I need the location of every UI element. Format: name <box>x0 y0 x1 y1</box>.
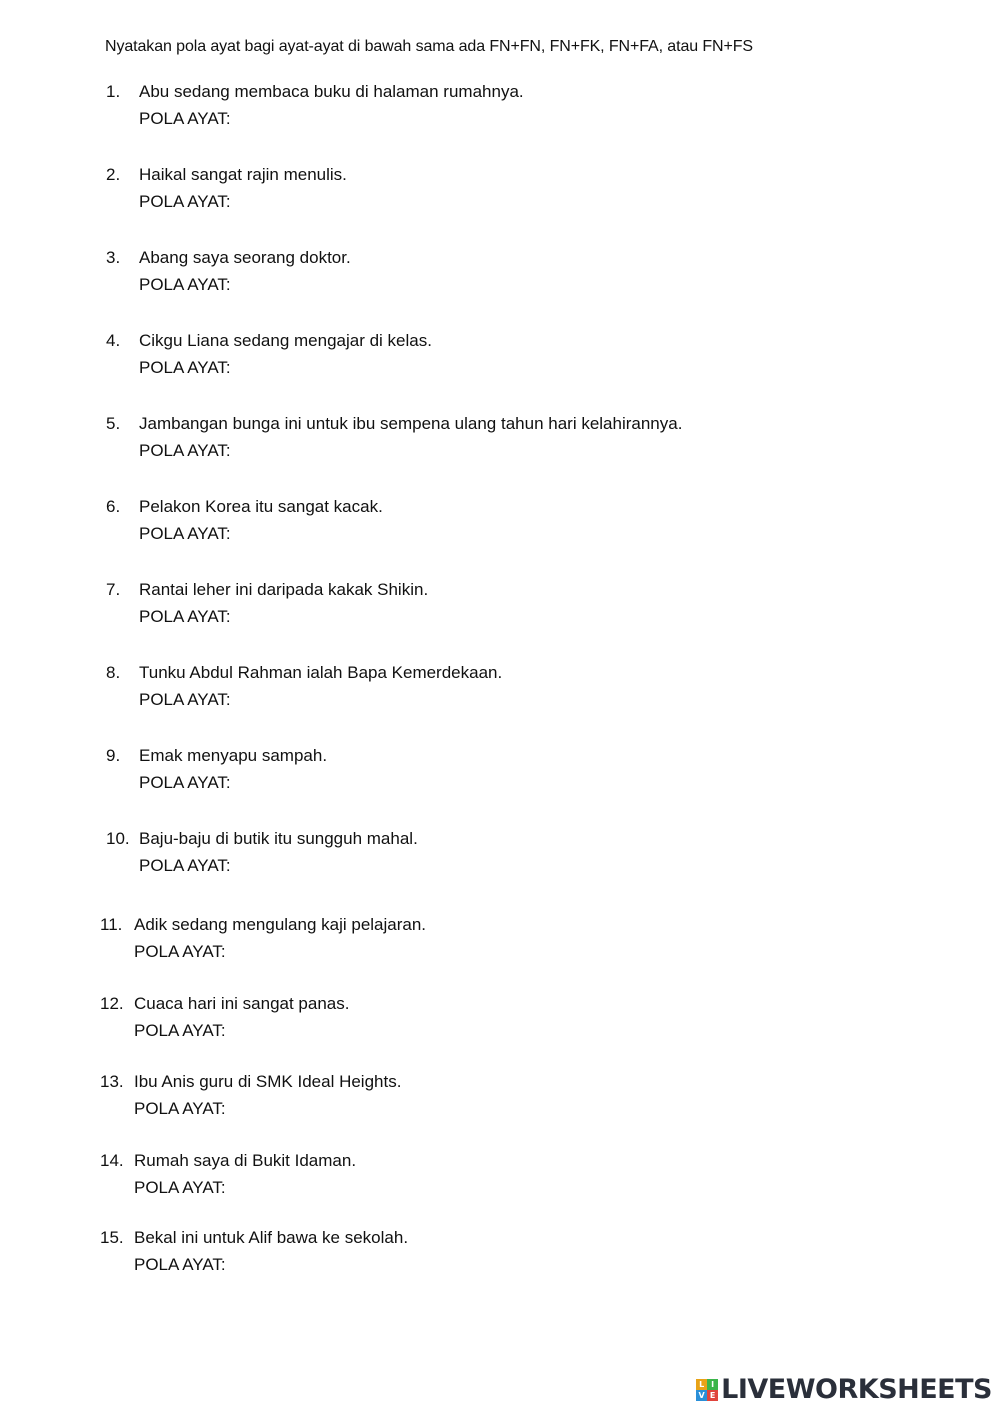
question-sentence: Tunku Abdul Rahman ialah Bapa Kemerdekaan. <box>139 663 503 682</box>
question-sentence: Rantai leher ini daripada kakak Shikin. <box>139 580 429 599</box>
question-sentence: Abu sedang membaca buku di halaman rumahnya. <box>139 82 524 101</box>
logo-mark-icon <box>696 1379 718 1401</box>
instruction-text: Nyatakan pola ayat bagi ayat-ayat di bawah sama ada FN+FN, FN+FK, FN+FA, atau FN+FS <box>105 38 754 55</box>
answer-label: POLA AYAT: <box>134 1178 226 1197</box>
question-number: 5. <box>106 414 121 433</box>
answer-label: POLA AYAT: <box>139 690 231 709</box>
question-sentence: Pelakon Korea itu sangat kacak. <box>139 497 383 516</box>
question-number: 15. <box>100 1228 124 1247</box>
answer-label: POLA AYAT: <box>139 358 231 377</box>
question-sentence: Haikal sangat rajin menulis. <box>139 165 347 184</box>
answer-label: POLA AYAT: <box>139 607 231 626</box>
question-number: 3. <box>106 248 121 267</box>
question-number: 10. <box>106 829 130 848</box>
question-sentence: Jambangan bunga ini untuk ibu sempena ulang tahun hari kelahirannya. <box>139 414 683 433</box>
answer-label: POLA AYAT: <box>139 192 231 211</box>
question-number: 14. <box>100 1151 124 1170</box>
answer-label: POLA AYAT: <box>139 524 231 543</box>
question-number: 1. <box>106 82 121 101</box>
liveworksheets-logo <box>696 1374 992 1405</box>
question-number: 6. <box>106 497 121 516</box>
answer-label: POLA AYAT: <box>134 1255 226 1274</box>
question-number: 7. <box>106 580 121 599</box>
answer-label: POLA AYAT: <box>134 942 226 961</box>
answer-label: POLA AYAT: <box>139 441 231 460</box>
answer-label: POLA AYAT: <box>139 773 231 792</box>
question-sentence: Baju-baju di butik itu sungguh mahal. <box>139 829 418 848</box>
answer-label: POLA AYAT: <box>134 1099 226 1118</box>
question-sentence: Adik sedang mengulang kaji pelajaran. <box>134 915 427 934</box>
question-number: 11. <box>100 915 123 934</box>
question-sentence: Ibu Anis guru di SMK Ideal Heights. <box>134 1072 402 1091</box>
answer-label: POLA AYAT: <box>139 856 231 875</box>
logo-text: LIVEWORKSHEETS <box>721 1374 992 1405</box>
question-number: 12. <box>100 994 124 1013</box>
logo-letter: V <box>696 1390 707 1401</box>
answer-label: POLA AYAT: <box>134 1021 226 1040</box>
question-sentence: Cikgu Liana sedang mengajar di kelas. <box>139 331 432 350</box>
logo-letter: L <box>696 1379 707 1390</box>
question-sentence: Emak menyapu sampah. <box>139 746 328 765</box>
question-number: 13. <box>100 1072 124 1091</box>
question-number: 9. <box>106 746 121 765</box>
question-number: 4. <box>106 331 121 350</box>
logo-letter: I <box>707 1379 718 1390</box>
question-sentence: Cuaca hari ini sangat panas. <box>134 994 350 1013</box>
question-number: 2. <box>106 165 121 184</box>
logo-letter: E <box>707 1390 718 1401</box>
question-sentence: Abang saya seorang doktor. <box>139 248 351 267</box>
answer-label: POLA AYAT: <box>139 109 231 128</box>
question-sentence: Bekal ini untuk Alif bawa ke sekolah. <box>134 1228 409 1247</box>
question-number: 8. <box>106 663 121 682</box>
question-sentence: Rumah saya di Bukit Idaman. <box>134 1151 357 1170</box>
answer-label: POLA AYAT: <box>139 275 231 294</box>
